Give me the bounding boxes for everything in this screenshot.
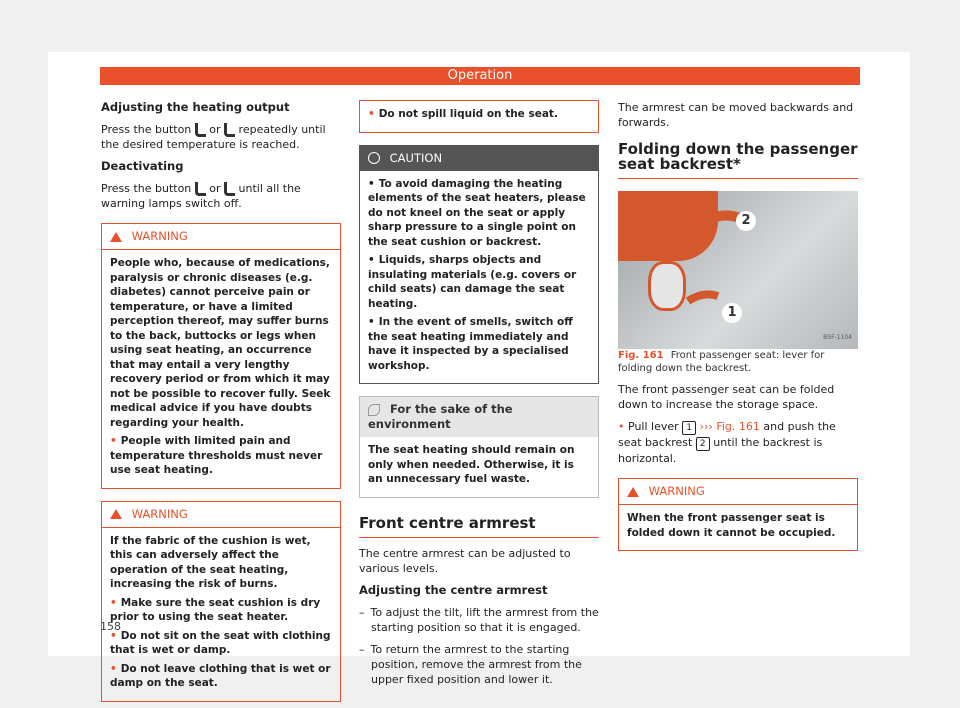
warning-body: [619, 505, 857, 550]
seat-heat-left-icon: [195, 123, 206, 137]
text: Pull lever: [628, 420, 679, 433]
dash-item: – To adjust the tilt, lift the armrest from the starting position so that it is engaged.: [359, 605, 599, 635]
heading-deactivating: Deactivating: [101, 159, 184, 173]
caution-body: [360, 171, 598, 384]
figure-label: Fig. 161: [618, 350, 664, 361]
text: or: [209, 123, 221, 136]
warning-bullet: • Make sure the seat cushion is dry prior to using the seat heater.: [110, 596, 332, 625]
text: Press the button: [101, 123, 192, 136]
paragraph-armrest: The centre armrest can be adjusted to various levels.: [359, 546, 571, 575]
figure-caption-text: Front passenger seat: lever for folding down the backrest.: [618, 350, 825, 374]
paragraph-pull-lever: [618, 419, 858, 466]
warning-bullet: • Do not spill liquid on the seat.: [368, 107, 590, 122]
section-title-armrest: Front centre armrest: [359, 516, 599, 538]
warning-header: [102, 502, 340, 528]
warning-text: People who, because of medications, paralysis or chronic diseases (e.g. diabetes) cannot perceive pain or temperature, or have a limited perception thereof, may suffer burns to the back, buttocks or legs when using seat heating, an occurrence that may entail a very lengthy recovery period or from which it may not be possible to recover fully. Seek medical advice if you have doubts regarding your health.: [110, 257, 331, 429]
caution-bullet: • To avoid damaging the heating elements of the seat heaters, please do not kneel on the seat or apply sharp pressure to a single point on the seat cushion or backrest.: [368, 177, 590, 250]
figure-number-1: 1: [722, 303, 742, 323]
warning-header: [102, 224, 340, 250]
warning-body: [360, 101, 598, 132]
warning-bullet: • Do not leave clothing that is wet or damp on the seat.: [110, 662, 332, 691]
warning-bullet: • People with limited pain and temperature thresholds must never use seat heating.: [110, 434, 332, 478]
warning-body: [102, 528, 340, 701]
text: and push the seat backrest: [618, 420, 836, 449]
caution-bullet: • Liquids, sharps objects and insulating materials (e.g. covers or child seats) can damage the seat heating.: [368, 253, 590, 311]
warning-title: WARNING: [131, 229, 188, 243]
environment-box: [359, 396, 599, 498]
column-1: [101, 100, 341, 702]
caution-header: [360, 146, 598, 171]
warning-bullet: • Do not sit on the seat with clothing that is wet or damp.: [110, 629, 332, 658]
seat-heat-left-icon: [195, 182, 206, 196]
seat-heat-right-icon: [224, 123, 235, 137]
bullet-dot: •: [618, 420, 625, 433]
figure-number-2: 2: [736, 211, 756, 231]
number-badge: 2: [696, 437, 710, 451]
warning-text: If the fabric of the cushion is wet, this can adversely affect the operation of the seat heating, increasing the risk of burns.: [110, 534, 311, 590]
warning-box-3: [618, 478, 858, 551]
warning-title: WARNING: [131, 506, 188, 521]
text: until the backrest is horizontal.: [618, 436, 823, 465]
warning-continuation-box: [359, 100, 599, 133]
figure-seat-lever: [618, 191, 858, 349]
warning-box-2: [101, 501, 341, 702]
heading-heating-output: Adjusting the heating output: [101, 100, 290, 114]
column-2: [359, 100, 599, 694]
number-badge: 1: [682, 421, 696, 435]
environment-title: For the sake of the environment: [368, 402, 513, 431]
column-3: [618, 100, 858, 551]
paragraph-heating-output: [101, 122, 341, 152]
environment-body: [360, 437, 598, 497]
warning-body: [102, 250, 340, 488]
figure-caption: [618, 349, 858, 375]
warning-box-1: [101, 223, 341, 489]
warning-text: When the front passenger seat is folded down it cannot be occupied.: [627, 512, 836, 539]
text: Press the button: [101, 182, 192, 195]
text: repeatedly until the desired temperature is reached.: [101, 123, 326, 151]
warning-triangle-icon: [110, 232, 122, 242]
heading-adjusting-armrest: Adjusting the centre armrest: [359, 582, 548, 597]
text: until all the warning lamps switch off.: [101, 182, 301, 210]
leaf-icon: [368, 404, 380, 416]
environment-text: The seat heating should remain on only when needed. Otherwise, it is an unnecessary fuel waste.: [368, 444, 575, 485]
figure-code: B5F-1104: [823, 334, 852, 341]
info-circle-icon: [368, 152, 380, 164]
page-number: 158: [100, 620, 121, 633]
arrow-lever: [688, 294, 718, 301]
seat-heat-right-icon: [224, 182, 235, 196]
environment-header: [360, 397, 598, 437]
warning-triangle-icon: [110, 509, 122, 519]
warning-title: WARNING: [648, 484, 705, 498]
text: or: [209, 182, 221, 195]
caution-bullet: • In the event of smells, switch off the seat heating immediately and have it inspected by a specialised workshop.: [368, 315, 590, 373]
section-header: Operation: [100, 67, 860, 85]
caution-box: [359, 145, 599, 385]
dash-item: – To return the armrest to the starting position, remove the armrest from the upper fixed position and lower it.: [359, 642, 599, 687]
section-title-backrest: Folding down the passenger seat backrest*: [618, 142, 858, 179]
paragraph-armrest-move: The armrest can be moved backwards and forwards.: [618, 101, 854, 129]
warning-triangle-icon: [627, 487, 639, 497]
warning-header: [619, 479, 857, 505]
figure-reference-link[interactable]: ››› Fig. 161: [699, 420, 760, 433]
caution-title: CAUTION: [389, 150, 443, 165]
paragraph-deactivating: [101, 181, 341, 211]
paragraph-fold-down: The front passenger seat can be folded down to increase the storage space.: [618, 383, 835, 411]
